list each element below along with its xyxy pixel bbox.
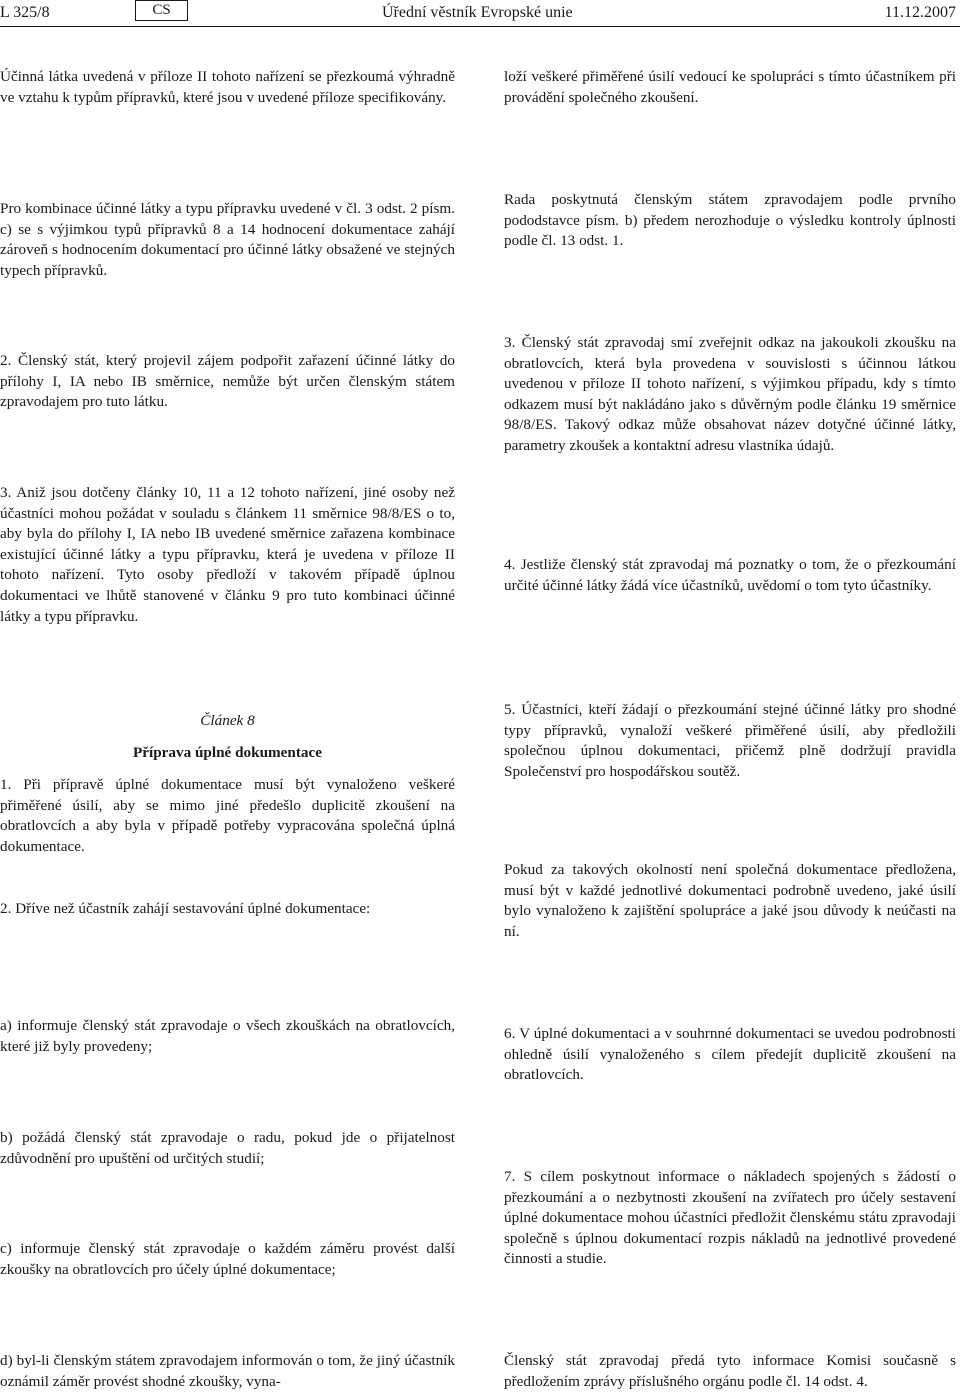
paragraph: Rada poskytnutá členským státem zpravodajem podle prvního pododstavce písm. b) předem nerozhoduje o výsledku kontroly úplnosti podle čl. 13 odst. 1. [504, 191, 956, 250]
paragraph: 2. Dříve než účastník zahájí sestavování úplné dokumentace: [0, 900, 371, 917]
article-number: Článek 8 [200, 712, 255, 729]
page-reference: L 325/8 [0, 4, 50, 21]
list-item: b) požádá členský stát zpravodaje o radu, pokud jde o přijatelnost zdůvodnění pro upuštění od určitých studií; [0, 1129, 455, 1167]
paragraph: Členský stát zpravodaj předá tyto informace Komisi současně s předložením zprávy příslušného orgánu podle čl. 14 odst. 4. [504, 1352, 956, 1390]
paragraph: loží veškeré přiměřené úsilí vedoucí ke spolupráci s tímto účastníkem při provádění společného zkoušení. [504, 68, 956, 106]
paragraph: 6. V úplné dokumentaci a v souhrnné dokumentaci se uvedou podrobnosti ohledně úsilí vynaloženého s cílem předejít duplicitě zkoušení na obratlovcích. [504, 1025, 956, 1084]
paragraph: 2. Členský stát, který projevil zájem podpořit zařazení účinné látky do přílohy I, IA nebo IB směrnice, nemůže být určen členským státem zpravodajem pro tuto látku. [0, 352, 455, 411]
paragraph: 3. Aniž jsou dotčeny články 10, 11 a 12 tohoto nařízení, jiné osoby než účastníci mohou požádat v souladu s článkem 11 směrnice 98/8/ES o to, aby byla do přílohy I, IA nebo IB uvedené směrnice zařazena kombinace existující účinné látky a typu přípravku, která je uvedena v příloze II tohoto nařízení. Tyto osoby předloží v takovém případě úplnou dokumentaci ve lhůtě stanovené v článku 9 pro tuto kombinaci účinné látky a typu přípravku. [0, 484, 455, 625]
paragraph: 5. Účastníci, kteří žádají o přezkoumání stejné účinné látky pro shodné typy přípravků, vynaloží veškeré přiměřené úsilí, aby předložili společnou úplnou dokumentaci, přičemž plně dodržují pravidla Společenství pro hospodářskou soutěž. [504, 701, 956, 780]
list-item: c) informuje členský stát zpravodaje o každém záměru provést další zkoušky na obratlovcích pro účely úplné dokumentace; [0, 1240, 455, 1278]
paragraph: Účinná látka uvedená v příloze II tohoto nařízení se přezkoumá výhradně ve vztahu k typům přípravků, které jsou v uvedené příloze specifikovány. [0, 68, 455, 106]
paragraph: 7. S cílem poskytnout informace o nákladech spojených s žádostí o přezkoumání a o nezbytnosti zkoušení na zvířatech pro účely sestavení úplné dokumentace mohou účastníci předložit členskému státu zpravodaji společně s úplnou dokumentací rozpis nákladů na jednotlivé provedené činnosti a studie. [504, 1168, 956, 1268]
list-item: a) informuje členský stát zpravodaje o všech zkouškách na obratlovcích, které již byly provedeny; [0, 1017, 455, 1055]
header-rule [0, 26, 960, 27]
language-code-box: CS [135, 0, 188, 21]
list-item: d) byl-li členským státem zpravodajem informován o tom, že jiný účastník oznámil záměr provést shodné zkoušky, vyna- [0, 1352, 455, 1390]
paragraph: 4. Jestliže členský stát zpravodaj má poznatky o tom, že o přezkoumání určité účinné látky žádá více účastníků, uvědomí o tom tyto účastníky. [504, 556, 956, 594]
article-title: Příprava úplné dokumentace [132, 744, 322, 761]
publication-date: 11.12.2007 [884, 4, 956, 21]
journal-title: Úřední věstník Evropské unie [382, 4, 573, 21]
paragraph: Pokud za takových okolností není společná dokumentace předložena, musí být v každé jednotlivé dokumentaci podrobně uvedeno, jaké úsilí bylo vynaloženo k zajištění spolupráce a jaké jsou důvody k neúčasti na ní. [504, 861, 956, 940]
paragraph: 1. Při přípravě úplné dokumentace musí být vynaloženo veškeré přiměřené úsilí, aby se mimo jiné předešlo duplicitě zkoušení na obratlovcích a aby byla v případě potřeby vypracována společná úplná dokumentace. [0, 776, 455, 855]
paragraph: 3. Členský stát zpravodaj smí zveřejnit odkaz na jakoukoli zkoušku na obratlovcích, která byla provedena v souvislosti s účinnou látkou uvedenou v příloze II tohoto nařízení, s výjimkou případu, kdy s tímto odkazem musí být nakládáno jako s důvěrným podle článku 19 směrnice 98/8/ES. Takový odkaz může obsahovat název dotyčné účinné látky, parametry zkoušek a kontaktní adresu vlastníka údajů. [504, 334, 956, 454]
paragraph: Pro kombinace účinné látky a typu přípravku uvedené v čl. 3 odst. 2 písm. c) se s výjimkou typů přípravků 8 a 14 hodnocení dokumentace zahájí zároveň s hodnocením dokumentací pro účinné látky obsažené ve stejných typech přípravků. [0, 200, 455, 279]
